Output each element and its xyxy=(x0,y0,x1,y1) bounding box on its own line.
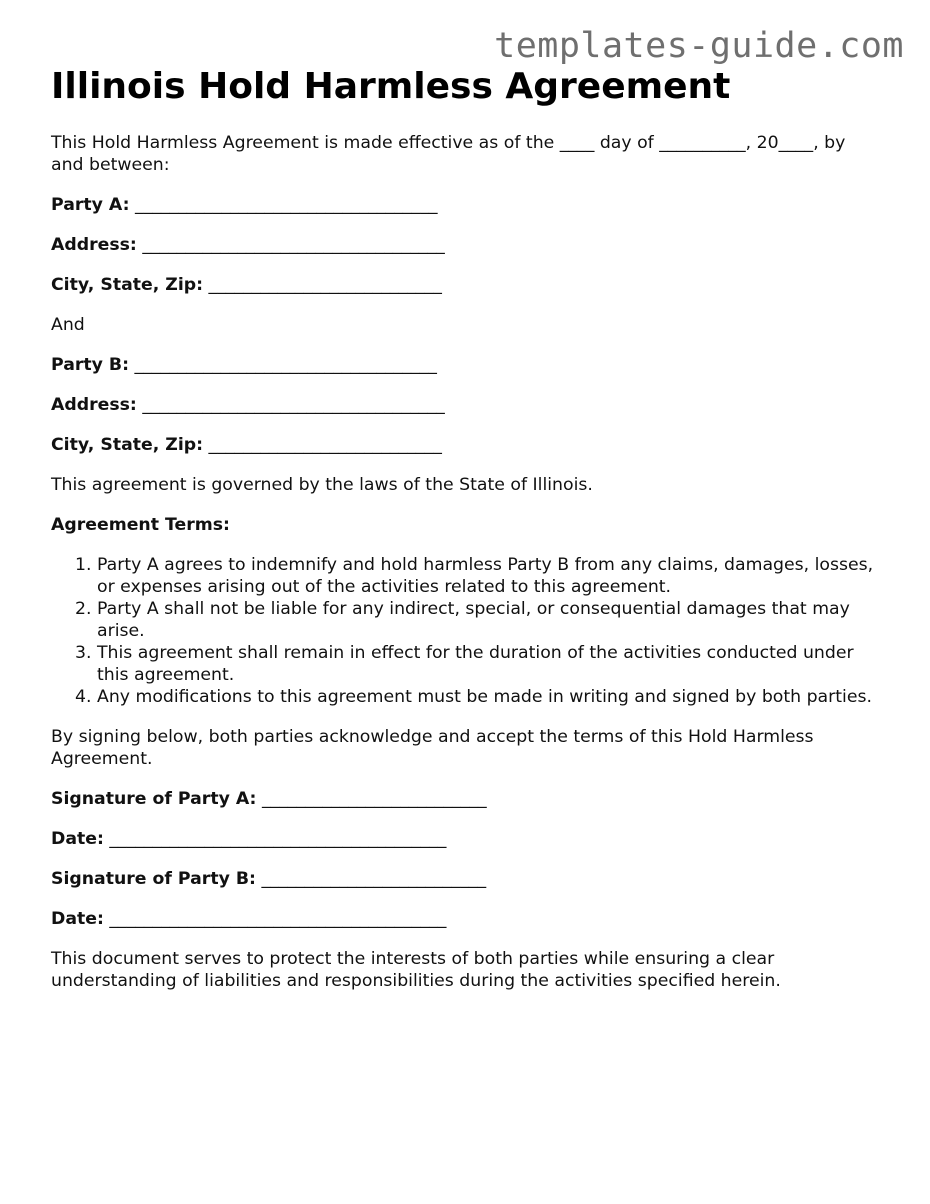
terms-heading: Agreement Terms: xyxy=(51,515,230,535)
party-b-address-field xyxy=(51,394,881,416)
blank-line: ___________________________________ xyxy=(142,395,445,415)
party-a-city-field xyxy=(51,274,881,296)
blank-line: __________________________ xyxy=(261,869,487,889)
list-item: 3. This agreement shall remain in effect for the duration of the activities conducted under this agreement. xyxy=(97,642,881,686)
signature-a-field xyxy=(51,788,881,810)
field-label: City, State, Zip: xyxy=(51,275,204,295)
document xyxy=(51,62,881,992)
date-a-field xyxy=(51,828,881,850)
field-label: Date: xyxy=(51,909,104,929)
field-label: Address: xyxy=(51,235,137,255)
list-item: 2. Party A shall not be liable for any indirect, special, or consequential damages that may arise. xyxy=(97,598,881,642)
party-b-city-field xyxy=(51,434,881,456)
party-b-name-field xyxy=(51,354,881,376)
blank-line: __________________________ xyxy=(261,789,487,809)
blank-line: _______________________________________ xyxy=(109,829,447,849)
page-title: Illinois Hold Harmless Agreement xyxy=(51,66,731,107)
field-label: Signature of Party A: xyxy=(51,789,257,809)
party-a-address-field xyxy=(51,234,881,256)
field-label: Party A: xyxy=(51,195,130,215)
blank-line: _______________________________________ xyxy=(109,909,447,929)
intro-paragraph: This Hold Harmless Agreement is made effective as of the ____ day of __________, 20____, by and between: xyxy=(51,133,846,175)
field-label: Date: xyxy=(51,829,104,849)
closing-paragraph: This document serves to protect the interests of both parties while ensuring a clear understanding of liabilities and responsibilities during the activities specified herein. xyxy=(51,949,781,991)
party-a-name-field xyxy=(51,194,881,216)
signature-b-field xyxy=(51,868,881,890)
blank-line: ___________________________________ xyxy=(135,195,438,215)
field-label: Signature of Party B: xyxy=(51,869,256,889)
list-item: 1. Party A agrees to indemnify and hold harmless Party B from any claims, damages, losses, or expenses arising out of the activities related to this agreement. xyxy=(97,554,881,598)
blank-line: ___________________________ xyxy=(208,435,442,455)
governing-law: This agreement is governed by the laws of the State of Illinois. xyxy=(51,475,593,495)
blank-line: ___________________________ xyxy=(208,275,442,295)
terms-list xyxy=(51,554,881,708)
and-text: And xyxy=(51,315,85,335)
acknowledgement: By signing below, both parties acknowledge and accept the terms of this Hold Harmless Agreement. xyxy=(51,727,814,769)
list-item: 4. Any modifications to this agreement must be made in writing and signed by both parties. xyxy=(97,686,881,708)
watermark: templates-guide.com xyxy=(494,26,904,66)
blank-line: ___________________________________ xyxy=(142,235,445,255)
field-label: Party B: xyxy=(51,355,130,375)
date-b-field xyxy=(51,908,881,930)
blank-line: ___________________________________ xyxy=(134,355,437,375)
field-label: City, State, Zip: xyxy=(51,435,204,455)
field-label: Address: xyxy=(51,395,137,415)
